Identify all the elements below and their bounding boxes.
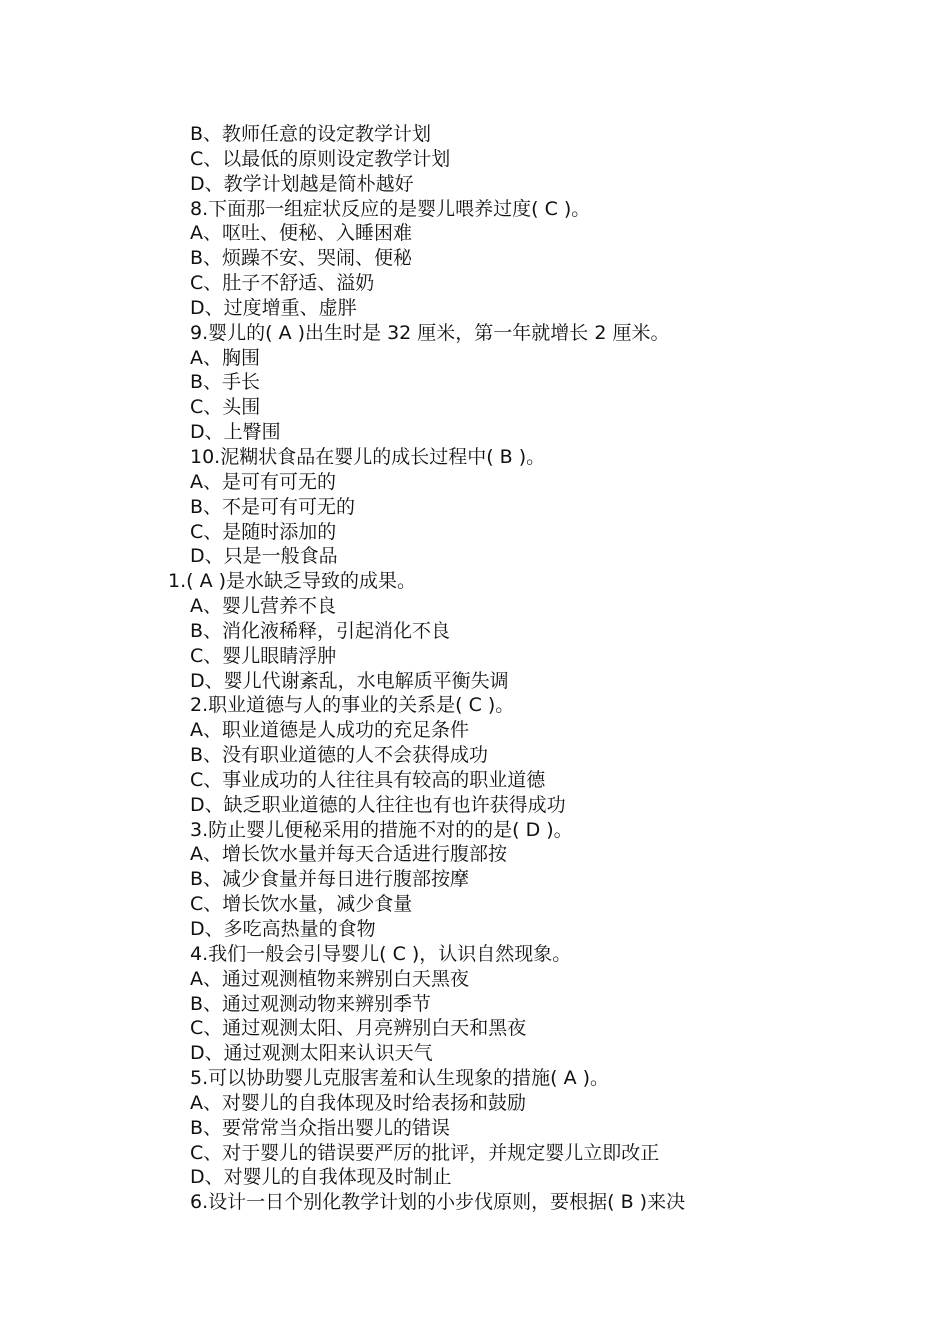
text-line: D、通过观测太阳来认识天气	[190, 1042, 433, 1065]
text-line: C、肚子不舒适、溢奶	[190, 272, 375, 295]
text-line: B、教师任意的设定教学计划	[190, 123, 432, 145]
text-line: B、手长	[190, 371, 261, 394]
text-line: A、胸围	[190, 346, 260, 369]
text-line: A、呕吐、便秘、入睡困难	[190, 222, 412, 245]
text-line: D、过度增重、虚胖	[190, 296, 357, 319]
text-line: 10.泥糊状食品在婴儿的成长过程中( B )。	[190, 445, 546, 468]
text-line: D、缺乏职业道德的人往往也有也许获得成功	[190, 793, 566, 816]
text-line: 1.( A )是水缺乏导致的成果。	[168, 570, 417, 593]
text-line: C、增长饮水量，减少食量	[190, 893, 413, 916]
text-line: B、消化液稀释，引起消化不良	[190, 619, 451, 642]
text-line: B、不是可有可无的	[190, 495, 356, 518]
text-line: C、以最低的原则设定教学计划	[190, 147, 451, 170]
text-line: C、头围	[190, 396, 261, 419]
text-line: A、增长饮水量并每天合适进行腹部按	[190, 843, 507, 866]
text-line: D、教学计划越是简朴越好	[190, 172, 414, 195]
text-line: A、对婴儿的自我体现及时给表扬和鼓励	[190, 1091, 526, 1114]
text-line: 5.可以协助婴儿克服害羞和认生现象的措施( A )。	[190, 1067, 610, 1090]
text-line: B、烦躁不安、哭闹、便秘	[190, 247, 413, 270]
text-line: 2.职业道德与人的事业的关系是( C )。	[190, 694, 515, 717]
text-line: A、婴儿营养不良	[190, 595, 336, 618]
text-line: D、上臀围	[190, 421, 281, 444]
text-line: 6.设计一日个别化教学计划的小步伐原则，要根据( B )来决	[190, 1191, 686, 1214]
text-line: 9.婴儿的( A )出生时是 32 厘米，第一年就增长 2 厘米。	[190, 321, 670, 344]
text-line: B、没有职业道德的人不会获得成功	[190, 744, 489, 767]
text-line: C、事业成功的人往往具有较高的职业道德	[190, 768, 546, 791]
text-line: B、减少食量并每日进行腹部按摩	[190, 868, 470, 891]
text-line: 4.我们一般会引导婴儿( C )，认识自然现象。	[190, 942, 572, 965]
text-line: 3.防止婴儿便秘采用的措施不对的的是( D )。	[190, 818, 573, 841]
text-line: D、婴儿代谢紊乱，水电解质平衡失调	[190, 669, 509, 692]
document-body	[0, 122, 950, 1215]
text-line: A、通过观测植物来辨别白天黑夜	[190, 967, 469, 990]
text-line: D、只是一般食品	[190, 545, 338, 568]
text-line: 8.下面那一组症状反应的是婴儿喂养过度( C )。	[190, 197, 591, 220]
text-line: B、要常常当众指出婴儿的错误	[190, 1116, 451, 1139]
text-line: C、是随时添加的	[190, 520, 337, 543]
text-line: D、多吃高热量的食物	[190, 918, 376, 940]
text-line: C、婴儿眼睛浮肿	[190, 644, 337, 667]
text-line: C、通过观测太阳、月亮辨别白天和黑夜	[190, 1017, 527, 1040]
text-line: B、通过观测动物来辨别季节	[190, 992, 432, 1015]
text-line: A、是可有可无的	[190, 470, 336, 493]
text-line: C、对于婴儿的错误要严厉的批评，并规定婴儿立即改正	[190, 1141, 660, 1164]
text-line: D、对婴儿的自我体现及时制止	[190, 1166, 452, 1189]
text-line: A、职业道德是人成功的充足条件	[190, 719, 469, 742]
